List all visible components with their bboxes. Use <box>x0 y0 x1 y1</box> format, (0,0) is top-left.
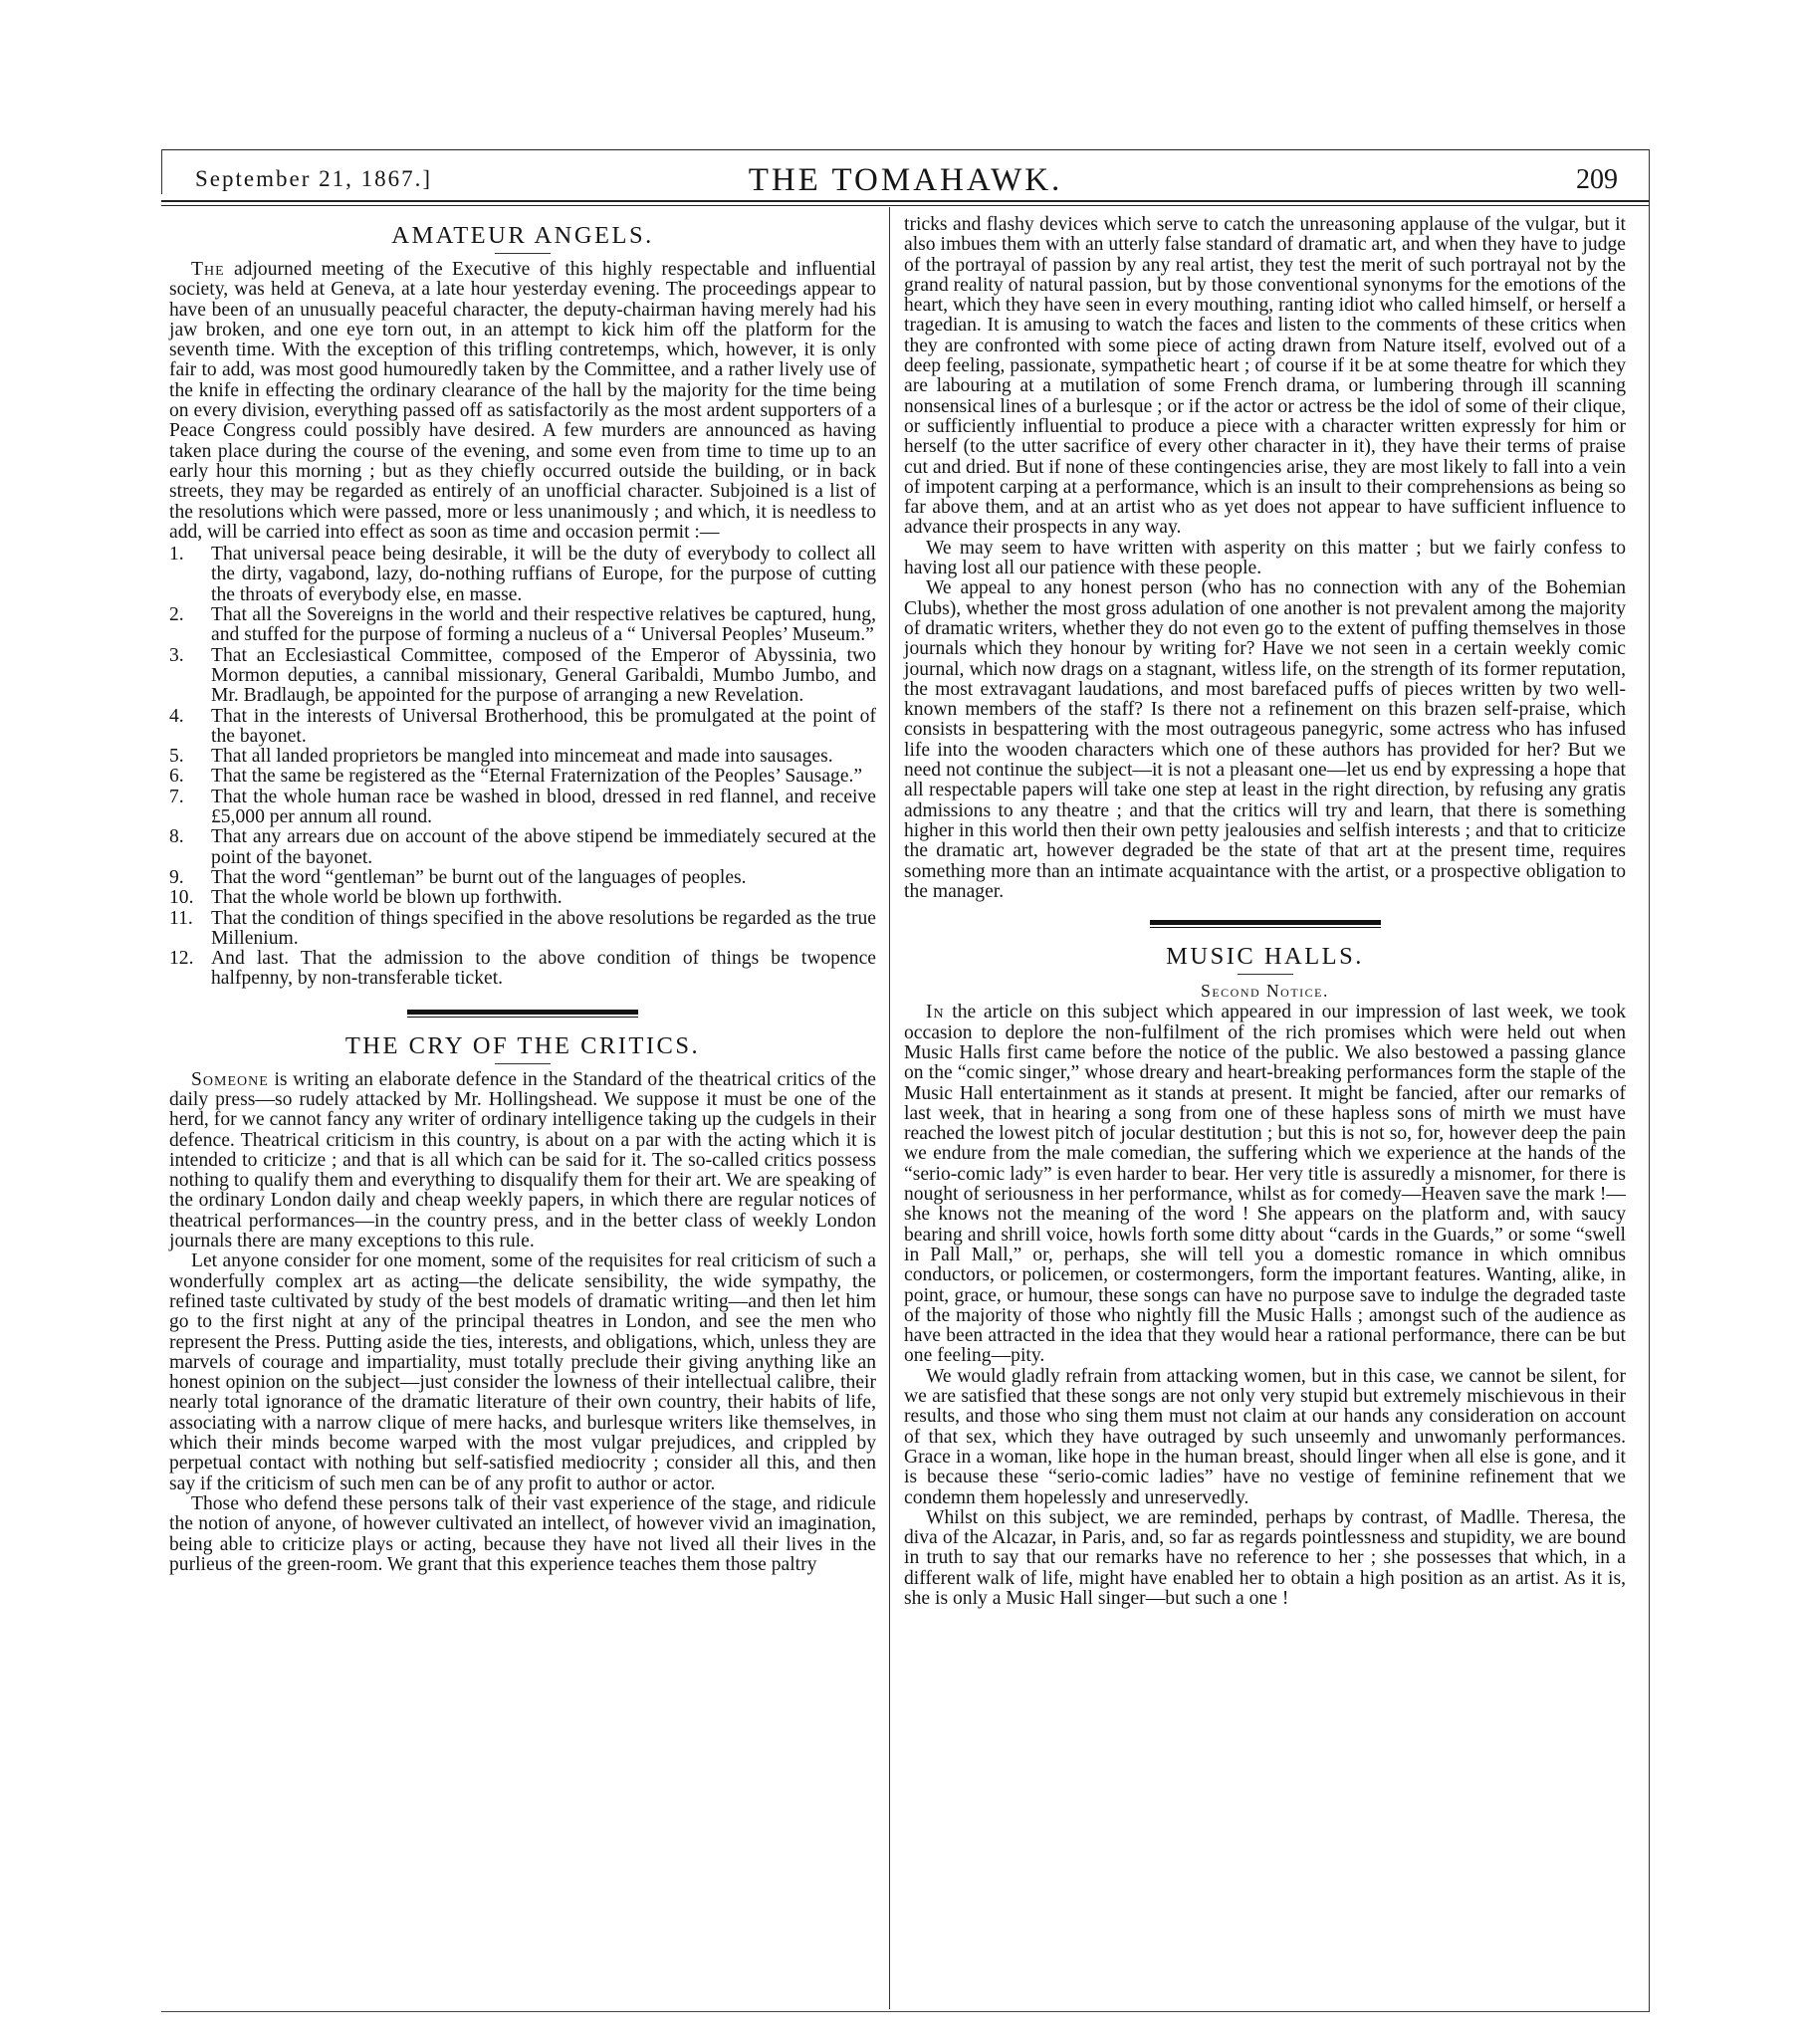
resolution-item <box>169 646 876 707</box>
resolution-text: That an Ecclesiastical Committee, composed of the Emperor of Abyssinia, two Mormon deputies, a cannibal missionary, General Garibaldi, Mumbo Jumbo, and Mr. Bradlaugh, be appointed for the purpose of arranging a new Revelation. <box>211 644 876 707</box>
heading-rule <box>1238 974 1293 975</box>
cry-of-critics-heading: THE CRY OF THE CRITICS. <box>344 1031 701 1059</box>
music-halls-heading: MUSIC HALLS. <box>1166 943 1364 971</box>
resolution-number: 2. <box>169 604 184 626</box>
left-column <box>169 221 876 1575</box>
right-border-rule <box>1649 149 1650 2011</box>
critics-paragraph-3: Those who defend these persons talk of their vast experience of the stage, and ridicule the notion of anyone, of however cultivated an intellect, of however vivid an imagination, being able to criticize plays or acting, because they have not lived all their lives in the purlieus of the green-room. We grant that this experience teaches them those paltry <box>169 1492 876 1575</box>
resolution-number: 5. <box>169 746 184 768</box>
resolution-text: That the same be registered as the “Eternal Fraternization of the Peoples’ Sausage.” <box>211 766 863 788</box>
bottom-rule <box>161 2011 1650 2012</box>
resolution-number: 7. <box>169 786 184 807</box>
critics-paragraph-5: We appeal to any honest person (who has no connection with any of the Bohemian Clubs), whether the most gross adulation of one another is not prevalent among the majority of dramatic writers, whether they do not even go to the extent of puffing themselves in those journals which they honour by writing for? Have we not seen in a certain weekly comic journal, which now drags on a stagnant, witless life, on the strength of its former reputation, the most extravagant laudations, and most barefaced puffs of pieces written by two well-known members of the staff? Is there not a refinement on this brazen self-praise, which consists in bespattering with the most outrageous panegyric, some actress who has infused life into the wooden characters which one of these authors has provided for her? But we need not continue the subject—it is not a pleasant one—let us end by expressing a hope that all respectable papers will take one step at least in the right direction, by refusing any gratis admissions to any theatre ; and that the critics will try and learn, that there is something higher in this world then their own petty jealousies and selfish interests ; and that to criticize the dramatic art, however degraded be the state of that art at the present time, requires something more than an intimate acquaintance with the artist, or a prospective obligation to the manager. <box>904 577 1626 902</box>
resolution-item <box>169 909 876 950</box>
amateur-angels-heading: AMATEUR ANGELS. <box>391 222 654 249</box>
critics-paragraph-3-continued: tricks and flashy devices which serve to catch the unreasoning applause of the vulgar, but it also imbues them with an utterly false standard of dramatic art, and when they have to judge of the portrayal of passion by any real artist, they test the merit of such portrayal not by the grand reality of natural passion, but by those conventional synonyms for the emotions of the heart, which they have seen in every mouthing, ranting idiot who called himself, or herself a tragedian. It is amusing to watch the faces and listen to the comments of these critics when they are confronted with some piece of acting drawn from Nature itself, evolved out of a deep feeling, passionate, sympathetic heart ; of course if it be at some theatre for which they are labouring at a mutilation of some French drama, or lumbering through ill scanning nonsensical lines of a burlesque ; or if the actor or actress be the idol of some of their clique, or sufficiently influential to produce a piece with a character written expressly for him or herself (to the utter sacrifice of every other character in it), they have their terms of praise cut and dried. But if none of these contingencies arise, they are most likely to fall into a vein of impotent carping at a performance, which is an insult to their comprehensions as being so far above them, and at an artist who as yet does not appear to have sufficient influence to advance their prospects in any way. <box>904 214 1626 539</box>
critics-paragraph-4: We may seem to have written with asperity on this matter ; but we fairly confess to having lost all our patience with these people. <box>904 537 1626 579</box>
column-divider <box>889 207 890 2009</box>
music-halls-p1-text: the article on this subject which appeared in our impression of last week, we took occasion to deplore the non-fulfilment of the rich promises which were held out when Music Halls first came before the notice of the public. We also bestowed a passing glance on the “comic singer,” whose dreary and heart-breaking performances form the staple of the Music Hall entertainment as it stands at present. It might be fancied, after our remarks of last week, that in hearing a song from one of these hapless sons of mirth we must have reached the lowest pitch of jocular destitution ; but this is not so, for, however deep the pain we endure from the male comedian, the suffering which we experience at the hands of the “serio-comic lady” is even harder to bear. Her very title is assuredly a misnomer, for there is nought of seriousness in her performance, whilst as for comedy—Heaven save the mark !—she knows not the meaning of the word ! She appears on the platform and, with saucy bearing and shrill voice, howls forth some ditty about “cards in the Guards,” or some “swell in Pall Mall,” or, perhaps, she will tell you a domestic romance in which omnibus conductors, or policemen, or costermongers, form the important features. Wanting, alike, in point, grace, or humour, these songs can have no purpose save to indulge the degraded taste of the majority of those who nightly fill the Music Halls ; amongst such of the audience as have been attracted in the idea that they would hear a rational performance, there can be but one feeling—pity. <box>904 1002 1626 1367</box>
heading-rule <box>495 1063 551 1064</box>
resolution-number: 11. <box>169 907 193 929</box>
masthead-rule-thick <box>161 200 1650 202</box>
resolution-item <box>169 767 876 787</box>
separator-thick-rule <box>407 1010 638 1015</box>
publication-title: THE TOMAHAWK. <box>748 162 1063 198</box>
masthead <box>161 162 1650 198</box>
resolution-number: 12. <box>169 948 194 970</box>
resolution-number: 4. <box>169 705 184 727</box>
resolution-item <box>169 747 876 767</box>
music-halls-paragraph-3: Whilst on this subject, we are reminded, perhaps by contrast, of Madlle. Theresa, the diva of the Alcazar, in Paris, and, so far as regards pointlessness and stupidity, we are bound in truth to say that our remarks have no reference to her ; she possesses that which, in a different walk of life, might have enabled her to obtain a high position as an artist. As it is, she is only a Music Hall singer—but such a one ! <box>904 1506 1626 1609</box>
resolution-text: That universal peace being desirable, it will be the duty of everybody to collect all the dirty, vagabond, lazy, do-nothing ruffians of Europe, for the purpose of cutting the throats of everybody else, en masse. <box>211 544 876 605</box>
resolutions-list <box>169 545 876 990</box>
resolution-item <box>169 545 876 605</box>
separator-thick-rule <box>1150 920 1381 925</box>
intro-lead-word: The <box>191 259 225 280</box>
critics-paragraph-1 <box>169 1070 876 1252</box>
resolution-number: 6. <box>169 766 184 788</box>
music-halls-subheading: Second Notice. <box>1201 981 1329 1002</box>
resolution-text: That the whole world be blown up forthwith. <box>211 887 563 909</box>
page-number: 209 <box>1576 164 1618 195</box>
top-rule <box>161 149 1650 150</box>
resolution-text: That all landed proprietors be mangled into mincemeat and made into sausages. <box>211 746 833 768</box>
section-separator <box>1150 920 1381 928</box>
amateur-angels-intro <box>169 260 876 543</box>
resolution-text: That the whole human race be washed in blood, dressed in red flannel, and receive £5,000 per annum all round. <box>211 786 876 828</box>
music-halls-lead-word: In <box>926 1002 945 1023</box>
masthead-rule-thin <box>161 205 1650 206</box>
resolution-number: 3. <box>169 644 184 666</box>
resolution-text: That in the interests of Universal Brotherhood, this be promulgated at the point of the bayonet. <box>211 705 876 747</box>
resolution-item <box>169 949 876 990</box>
resolution-item <box>169 605 876 646</box>
resolution-text: That the word “gentleman” be burnt out of the languages of peoples. <box>211 866 747 888</box>
music-halls-paragraph-1 <box>904 1003 1626 1366</box>
resolution-number: 10. <box>169 887 194 909</box>
resolution-item <box>169 868 876 888</box>
music-halls-paragraph-2: We would gladly refrain from attacking women, but in this case, we cannot be silent, for we are satisfied that these songs are not only very stupid but extremely mischievous in their results, and those who sing them must not claim at our hands any consideration on account of that sex, which they have outraged by such unseemly and unwomanly performances. Grace in a woman, like hope in the human breast, should linger when all else is gone, and it is because these “serio-comic ladies” have no vestige of feminine refinement that we condemn them hopelessly and unreservedly. <box>904 1365 1626 1508</box>
resolution-text: That the condition of things specified in the above resolutions be regarded as the true Millenium. <box>211 907 876 949</box>
resolution-item <box>169 707 876 748</box>
resolution-text: That any arrears due on account of the above stipend be immediately secured at the point of the bayonet. <box>211 826 876 868</box>
section-separator <box>407 1010 638 1018</box>
separator-thin-rule <box>407 1017 638 1018</box>
critics-paragraph-2: Let anyone consider for one moment, some of the requisites for real criticism of such a wonderfully complex art as acting—the delicate sensibility, the wide sympathy, the refined taste cultivated by study of the best models of dramatic writing—and then let him go to the first night at any of the principal theatres in London, and see the men who represent the Press. Putting aside the ties, interests, and obligations, which, unless they are marvels of courage and impartiality, must totally preclude their giving anything like an honest opinion on the subject—just consider the lowness of their intellectual calibre, their nearly total ignorance of the dramatic literature of their own country, their habits of life, associating with a narrow clique of mere hacks, and burlesque writers like themselves, in which their minds become warped with the most vulgar prejudices, and crippled by perpetual contact with nothing but self-satisfied mediocrity ; consider all this, and then say if the criticism of such men can be of any profit to author or actor. <box>169 1250 876 1494</box>
separator-thin-rule <box>1150 927 1381 928</box>
resolution-number: 8. <box>169 826 184 848</box>
resolution-item <box>169 888 876 908</box>
heading-rule <box>495 253 551 254</box>
critics-p1-text: is writing an elaborate defence in the Standard of the theatrical critics of the daily press—so rudely attacked by Mr. Hollingshead. We suppose it must be one of the herd, for we cannot fancy any writer of ordinary intelligence taking up the cudgels in their defence. Theatrical criticism in this country, is about on a par with the acting which it is intended to criticize ; and that is all which can be said for it. The so-called critics possess nothing to qualify them and everything to disqualify them for their art. We are speaking of the ordinary London daily and cheap weekly papers, in which there are regular notices of theatrical performances—in the country press, and in the better class of weekly London journals there are many exceptions to this rule. <box>169 1068 876 1252</box>
resolution-item <box>169 788 876 828</box>
critics-lead-word: Someone <box>191 1068 269 1090</box>
resolution-item <box>169 827 876 868</box>
resolution-number: 1. <box>169 544 184 566</box>
resolution-text: That all the Sovereigns in the world and their respective relatives be captured, hung, and stuffed for the purpose of forming a nucleus of a “ Universal Peoples’ Museum.” <box>211 604 876 646</box>
resolution-number: 9. <box>169 866 184 888</box>
right-column <box>904 215 1626 1609</box>
intro-text: adjourned meeting of the Executive of this highly respectable and influential society, was held at Geneva, at a late hour yesterday evening. The proceedings appear to have been of an unusually peaceful character, the deputy-chairman having merely had his jaw broken, and one eye torn out, in an attempt to kick him off the platform for the seventh time. With the exception of this trifling contretemps, which, however, it is only fair to add, was most good humouredly taken by the Committee, and a rather lively use of the knife in effecting the ordinary clearance of the hall by the majority for the time being on every division, everything passed off as satisfactorily as the most ardent supporters of a Peace Congress could possibly have desired. A few murders are announced as having taken place during the course of the evening, and some even from time to time up to an early hour this morning ; but as they chiefly occurred outside the building, or in back streets, they may be regarded as entirely of an unofficial character. Subjoined is a list of the resolutions which were passed, more or less unanimously ; and which, it is needless to add, will be carried into effect as soon as time and occasion permit :— <box>169 259 876 543</box>
issue-date: September 21, 1867.] <box>195 166 433 191</box>
resolution-text: And last. That the admission to the above condition of things be twopence halfpenny, by non-transferable ticket. <box>211 948 876 990</box>
